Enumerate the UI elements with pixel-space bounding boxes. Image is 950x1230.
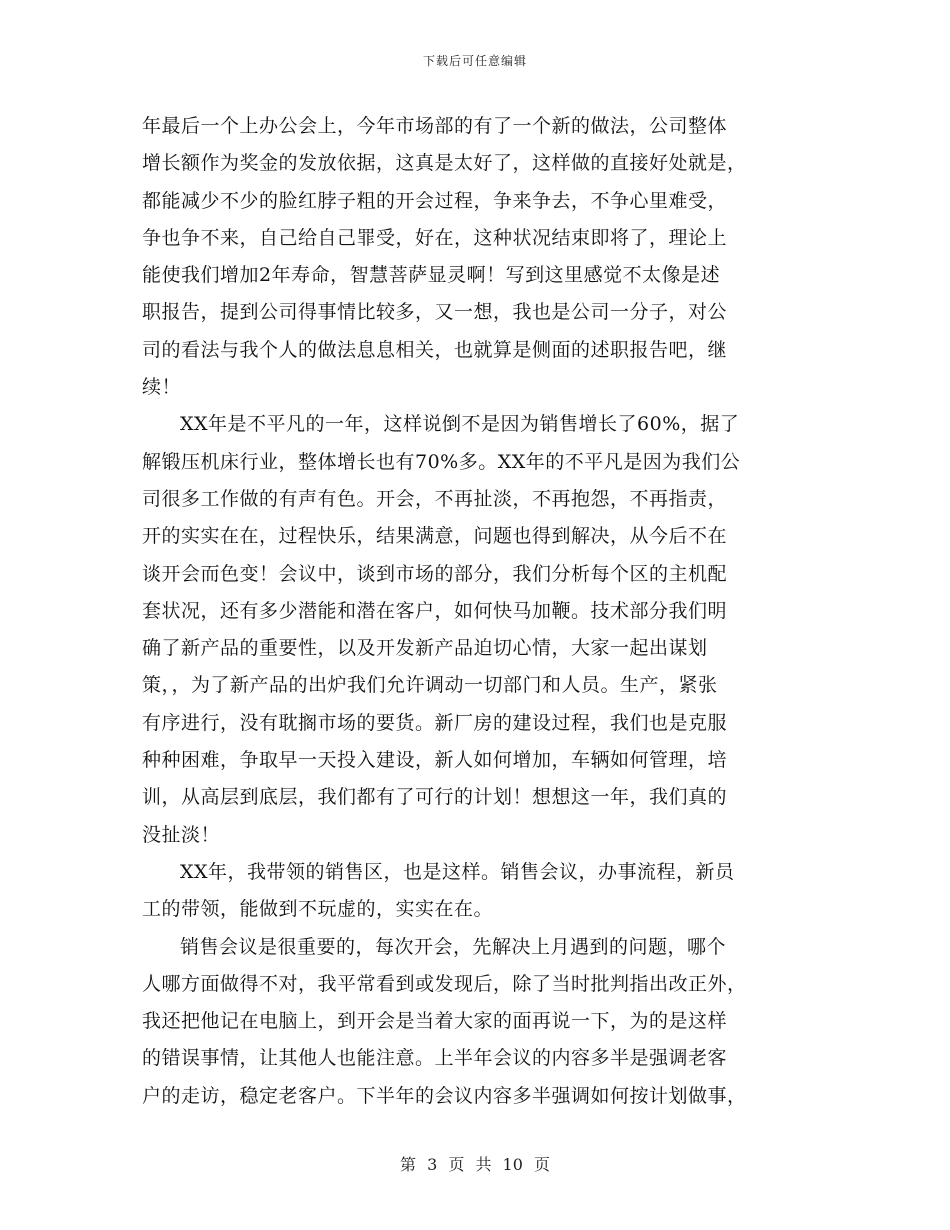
text-line: 种种困难，争取早一天投入建设，新人如何增加，车辆如何管理，培 xyxy=(142,749,728,772)
text-line: 人哪方面做得不对，我平常看到或发现后，除了当时批判指出改正外， xyxy=(142,972,747,995)
text-line: 套状况，还有多少潜能和潜在客户，如何快马加鞭。技术部分我们明 xyxy=(142,599,728,622)
text-line: 司很多工作做的有声有色。开会，不再扯淡，不再抱怨，不再指责， xyxy=(142,487,728,510)
text-line: 训，从高层到底层，我们都有了可行的计划！想想这一年，我们真的 xyxy=(142,786,728,809)
text-line: 司的看法与我个人的做法息息相关，也就算是侧面的述职报告吧，继 xyxy=(142,338,728,361)
text-line: 的错误事情，让其他人也能注意。上半年会议的内容多半是强调老客 xyxy=(142,1047,728,1070)
text-line: 都能减少不少的脸红脖子粗的开会过程，争来争去，不争心里难受， xyxy=(142,189,728,212)
text-line: 谈开会而色变！会议中，谈到市场的部分，我们分析每个区的主机配 xyxy=(142,562,728,585)
text-line: 户的走访，稳定老客户。下半年的会议内容多半强调如何按计划做事， xyxy=(142,1084,747,1107)
text-line: 争也争不来，自己给自己罪受，好在，这种状况结束即将了，理论上 xyxy=(142,226,728,249)
text-line: 策，，为了新产品的出炉我们允许调动一切部门和人员。生产，紧张 xyxy=(142,674,718,697)
text-line: 销售会议是很重要的，每次开会，先解决上月遇到的问题，哪个 xyxy=(180,935,727,958)
text-line: 我还把他记在电脑上，到开会是当着大家的面再说一下，为的是这样 xyxy=(142,1010,728,1033)
text-line: 解锻压机床行业，整体增长也有70%多。XX年的不平凡是因为我们公 xyxy=(142,450,741,473)
paragraph-4 xyxy=(142,929,812,1115)
text-line: 有序进行，没有耽搁市场的要货。新厂房的建设过程，我们也是克服 xyxy=(142,711,728,734)
paragraph-3 xyxy=(142,854,812,929)
text-line: XX年，我带领的销售区，也是这样。销售会议，办事流程，新员 xyxy=(180,860,735,883)
text-line: 没扯淡！ xyxy=(142,823,221,846)
page-number: 第 3 页 共 10 页 xyxy=(400,1155,550,1174)
text-line: 确了新产品的重要性，以及开发新产品迫切心情，大家一起出谋划 xyxy=(142,637,708,660)
text-line: 工的带领，能做到不玩虚的，实实在在。 xyxy=(142,898,494,921)
text-line: 职报告，提到公司得事情比较多，又一想，我也是公司一分子，对公 xyxy=(142,301,728,324)
paragraph-2 xyxy=(142,406,812,854)
text-line: 开的实实在在，过程快乐，结果满意，问题也得到解决，从今后不在 xyxy=(142,525,728,548)
text-line: 能使我们增加2年寿命，智慧菩萨显灵啊！写到这里感觉不太像是述 xyxy=(142,264,721,287)
paragraph-1 xyxy=(142,108,812,406)
document-body xyxy=(142,108,812,1115)
text-line: 续！ xyxy=(142,376,182,399)
text-line: 增长额作为奖金的发放依据，这真是太好了，这样做的直接好处就是， xyxy=(142,152,747,175)
text-line: XX年是不平凡的一年，这样说倒不是因为销售增长了60%，据了 xyxy=(180,413,740,436)
page-header: 下载后可任意编辑 xyxy=(422,54,527,68)
text-line: 年最后一个上办公会上，今年市场部的有了一个新的做法，公司整体 xyxy=(142,115,728,137)
